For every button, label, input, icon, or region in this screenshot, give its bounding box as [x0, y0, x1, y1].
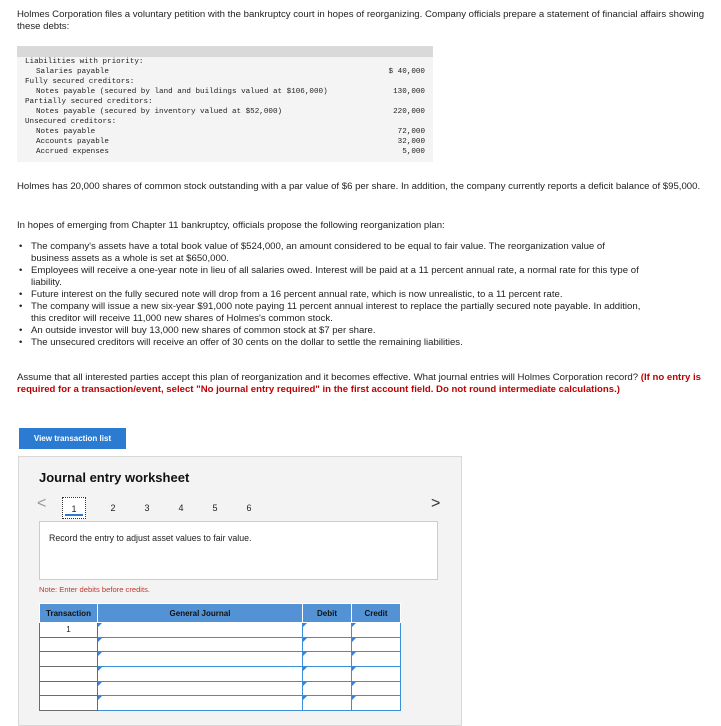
- journal-row: [40, 696, 401, 711]
- journal-row: [40, 667, 401, 682]
- debt-row: [17, 57, 433, 67]
- debits-note: Note: Enter debits before credits.: [39, 585, 151, 594]
- general-journal-input[interactable]: [98, 623, 303, 638]
- transaction-cell: [40, 681, 98, 696]
- debt-row: [17, 77, 433, 87]
- debt-label: Notes payable (secured by inventory valued at $52,000): [36, 108, 283, 116]
- debit-input[interactable]: [303, 623, 352, 638]
- plan-intro: In hopes of emerging from Chapter 11 bankruptcy, officials propose the following reorganization plan:: [17, 220, 445, 231]
- credit-input[interactable]: [352, 681, 401, 696]
- question-instructions: (If no entry is required for a transaction/event, select "No journal entry required" in the first account field. Do not round intermediate calculations.): [17, 372, 701, 395]
- shares-paragraph: Holmes has 20,000 shares of common stock outstanding with a par value of $6 per share. In addition, the company currently reports a deficit balance of $95,000.: [17, 181, 701, 192]
- transaction-cell: [40, 637, 98, 652]
- transaction-cell: 1: [40, 623, 98, 638]
- debt-label: Notes payable (secured by land and buildings valued at $106,000): [36, 88, 328, 96]
- journal-table: [39, 603, 401, 711]
- column-header-transaction: Transaction: [40, 604, 98, 623]
- credit-input[interactable]: [352, 667, 401, 682]
- debt-row: [17, 117, 433, 127]
- debt-label: Liabilities with priority:: [25, 58, 144, 66]
- page-5-button[interactable]: 5: [212, 503, 218, 513]
- debt-row: [17, 147, 433, 157]
- debit-input[interactable]: [303, 681, 352, 696]
- debt-label: Fully secured creditors:: [25, 78, 135, 86]
- debit-input[interactable]: [303, 667, 352, 682]
- journal-row: [40, 681, 401, 696]
- page-4-button[interactable]: 4: [178, 503, 184, 513]
- question-text: Assume that all interested parties accept this plan of reorganization and it becomes effective. What journal entries will Holmes Corporation record?: [17, 372, 639, 383]
- credit-input[interactable]: [352, 696, 401, 711]
- debt-amount: 220,000: [393, 108, 425, 116]
- debt-label: Partially secured creditors:: [25, 98, 153, 106]
- debt-label: Accrued expenses: [36, 148, 109, 156]
- journal-entry-worksheet: [18, 456, 462, 726]
- journal-row: [40, 652, 401, 667]
- general-journal-input[interactable]: [98, 637, 303, 652]
- debt-row: [17, 127, 433, 137]
- debt-label: Salaries payable: [36, 68, 109, 76]
- problem-intro: Holmes Corporation files a voluntary petition with the bankruptcy court in hopes of reorganizing. Company officials prepare a statement of financial affairs showing these debts:: [17, 9, 705, 32]
- journal-row: [40, 623, 401, 638]
- transaction-cell: [40, 696, 98, 711]
- debt-row: [17, 97, 433, 107]
- debt-amount: 5,000: [402, 148, 425, 156]
- plan-item: • The company's assets have a total book value of $524,000, an amount considered to be equal to fair value. The reorganization value of business assets as a whole is set at $650,000.: [17, 241, 642, 265]
- transaction-cell: [40, 667, 98, 682]
- credit-input[interactable]: [352, 637, 401, 652]
- general-journal-input[interactable]: [98, 696, 303, 711]
- plan-item: • The company will issue a new six-year $91,000 note paying 11 percent annual interest to replace the partially secured note payable. In addition, this creditor will receive 11,000 new shares of Holmes's common stock.: [17, 301, 642, 325]
- debit-input[interactable]: [303, 652, 352, 667]
- chevron-left-icon[interactable]: <: [37, 495, 47, 512]
- transaction-cell: [40, 652, 98, 667]
- plan-item: • Employees will receive a one-year note in lieu of all salaries owed. Interest will be paid at a 11 percent annual rate, a normal rate for this type of liability.: [17, 265, 642, 289]
- debt-amount: 130,000: [393, 88, 425, 96]
- debt-amount: 32,000: [397, 138, 425, 146]
- general-journal-input[interactable]: [98, 652, 303, 667]
- column-header-debit: Debit: [303, 604, 352, 623]
- plan-item: • Future interest on the fully secured note will drop from a 16 percent annual rate, which is now unrealistic, to a 11 percent rate.: [17, 289, 642, 301]
- column-header-credit: Credit: [352, 604, 401, 623]
- view-transaction-list-button[interactable]: View transaction list: [19, 428, 126, 449]
- page-1-button[interactable]: 1: [62, 497, 86, 519]
- debt-amount: 72,000: [397, 128, 425, 136]
- credit-input[interactable]: [352, 652, 401, 667]
- debt-row: [17, 67, 433, 77]
- chevron-right-icon[interactable]: >: [431, 495, 441, 512]
- plan-item: • An outside investor will buy 13,000 new shares of common stock at $7 per share.: [17, 325, 642, 337]
- worksheet-title: Journal entry worksheet: [39, 470, 190, 485]
- general-journal-input[interactable]: [98, 681, 303, 696]
- page-6-button[interactable]: 6: [246, 503, 252, 513]
- column-header-general-journal: General Journal: [98, 604, 303, 623]
- debt-row: [17, 87, 433, 97]
- debt-label: Accounts payable: [36, 138, 109, 146]
- page-3-button[interactable]: 3: [144, 503, 150, 513]
- credit-input[interactable]: [352, 623, 401, 638]
- debts-header-bar: [17, 46, 433, 57]
- debt-amount: $ 40,000: [388, 68, 425, 76]
- plan-item: • The unsecured creditors will receive an offer of 30 cents on the dollar to settle the remaining liabilities.: [17, 337, 642, 349]
- debt-label: Notes payable: [36, 128, 96, 136]
- debit-input[interactable]: [303, 637, 352, 652]
- debts-table: [17, 46, 433, 162]
- plan-list: [17, 241, 642, 349]
- debt-row: [17, 107, 433, 117]
- question-paragraph: [17, 372, 707, 396]
- debt-row: [17, 137, 433, 147]
- entry-instruction: Record the entry to adjust asset values to fair value.: [39, 521, 438, 580]
- debt-label: Unsecured creditors:: [25, 118, 117, 126]
- general-journal-input[interactable]: [98, 667, 303, 682]
- debit-input[interactable]: [303, 696, 352, 711]
- page-2-button[interactable]: 2: [110, 503, 116, 513]
- journal-row: [40, 637, 401, 652]
